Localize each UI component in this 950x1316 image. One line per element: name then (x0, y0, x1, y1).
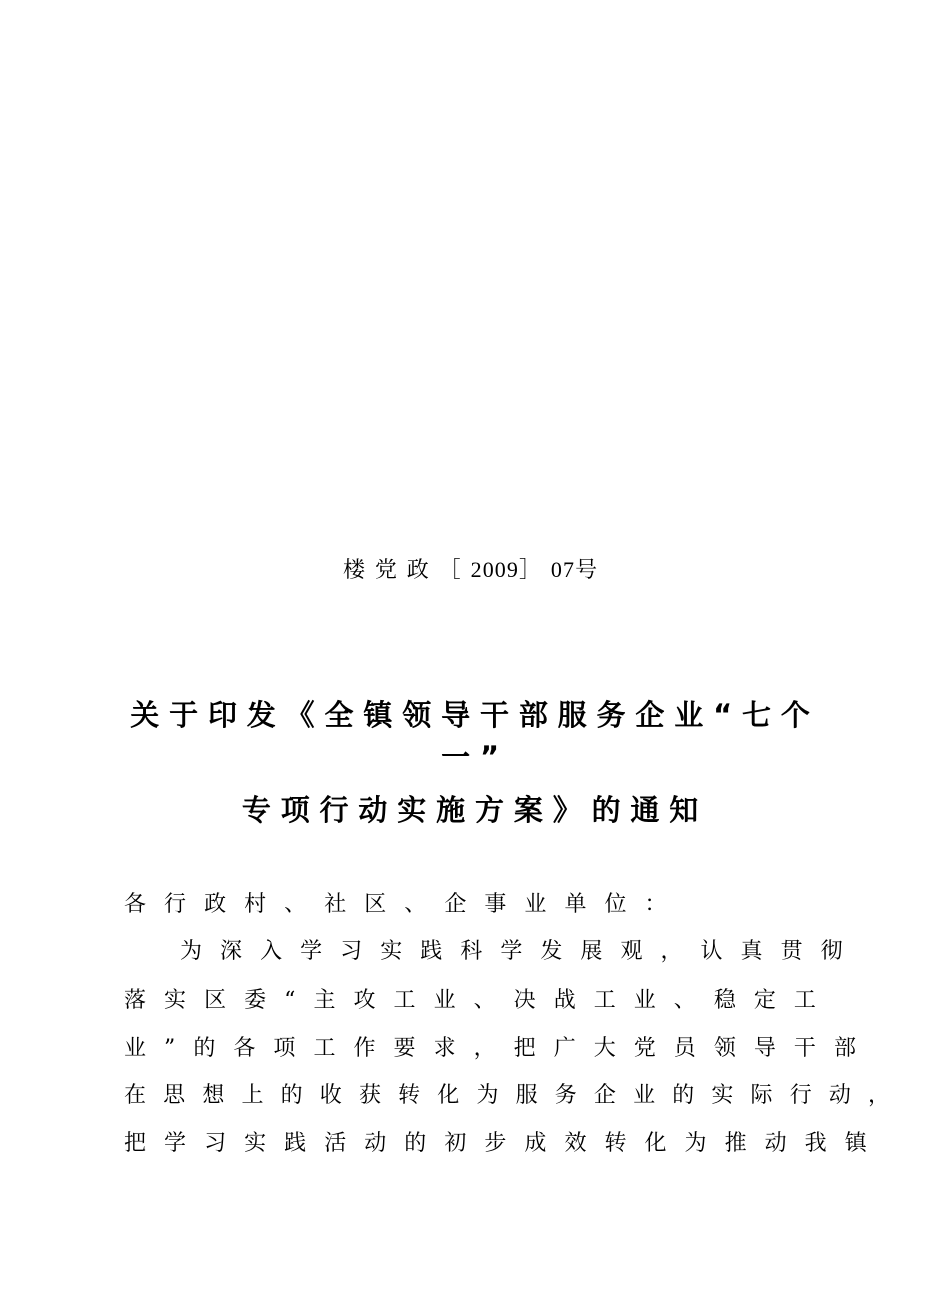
body-line-5: 把学习实践活动的初步成效转化为推动我镇 (124, 1131, 885, 1156)
salutation: 各行政村、社区、企事业单位： (124, 892, 685, 917)
title-line-3: 专项行动实施方案》的通知 (241, 793, 709, 827)
doc-number-bracket: ］ (519, 558, 551, 583)
body-line-3: 业”的各项工作要求，把广大党员领导干部 (124, 1036, 875, 1061)
document-number (0, 553, 950, 584)
doc-number-suffix: 号 (575, 558, 608, 583)
doc-number-prefix: 楼党政［ (342, 558, 471, 583)
doc-number-seq: 07 (550, 557, 576, 582)
doc-number-year: 2009 (470, 557, 519, 582)
body-line-1: 为深入学习实践科学发展观，认真贯彻 (180, 939, 861, 964)
title-line-1: 关于印发《全镇领导干部服务企业“七个 (130, 698, 820, 732)
body-line-2: 落实区委“主攻工业、决战工业、稳定工 (124, 988, 834, 1013)
title-line-2: 一” (441, 740, 509, 774)
body-line-4: 在思想上的收获转化为服务企业的实际行动， (124, 1083, 908, 1108)
